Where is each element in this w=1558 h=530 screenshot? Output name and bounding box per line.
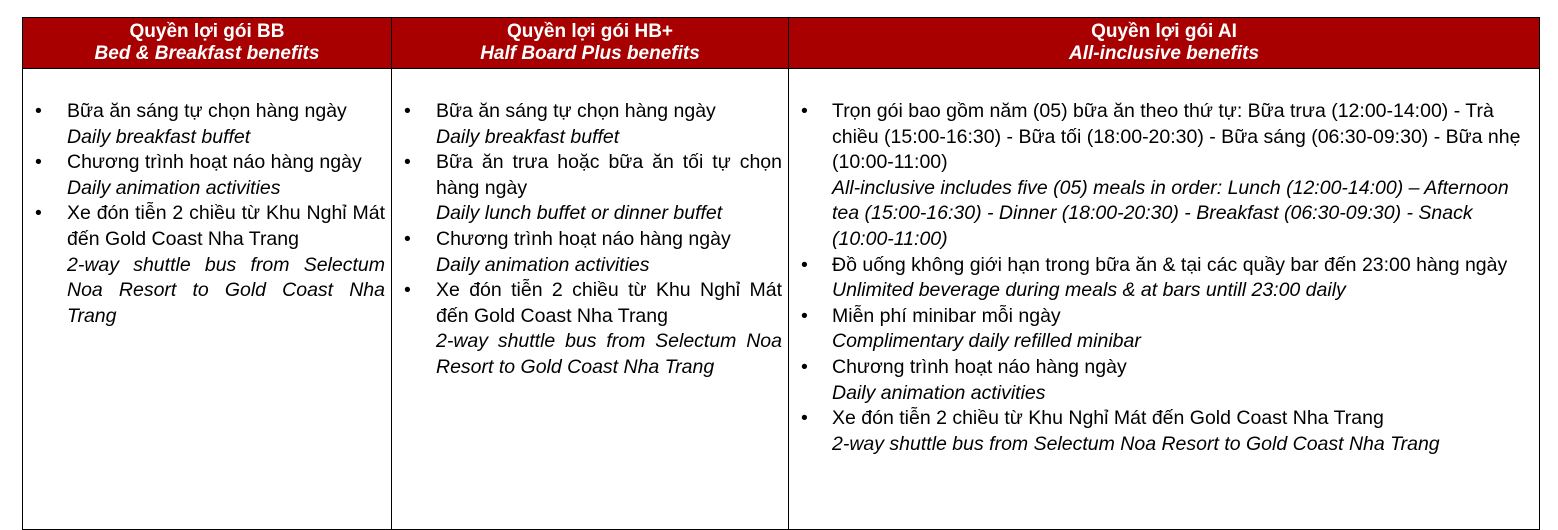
list-item bbox=[31, 201, 385, 329]
bb-benefits-cell bbox=[23, 69, 392, 530]
benefit-en: 2-way shuttle bus from Selectum Noa Resort to Gold Coast Nha Trang bbox=[436, 330, 782, 378]
list-item bbox=[797, 355, 1533, 406]
benefit-en: Daily breakfast buffet bbox=[436, 125, 620, 148]
header-ai-en: All-inclusive benefits bbox=[1068, 43, 1260, 64]
hb-benefits-list bbox=[400, 99, 782, 381]
benefit-vi: • Bữa ăn trưa hoặc bữa ăn tối tự chọn hàng ngày bbox=[436, 151, 782, 199]
list-item bbox=[400, 99, 782, 150]
list-item bbox=[797, 304, 1533, 355]
benefit-en: Daily animation activities bbox=[436, 253, 650, 276]
benefit-en: All-inclusive includes five (05) meals in order: Lunch (12:00-14:00) – Afternoon tea (15:00-16:30) - Dinner (18:00-20:30) - Breakfast (06:30-09:30) - Snack (10:00-11:00) bbox=[832, 176, 1509, 250]
benefit-en: Daily breakfast buffet bbox=[67, 125, 251, 148]
benefit-vi: • Đồ uống không giới hạn trong bữa ăn & tại các quầy bar đến 23:00 hàng ngày bbox=[832, 253, 1508, 276]
header-bb bbox=[23, 18, 392, 69]
benefit-vi: • Bữa ăn sáng tự chọn hàng ngày bbox=[67, 100, 347, 122]
benefit-en: Complimentary daily refilled minibar bbox=[832, 330, 1141, 353]
list-item bbox=[400, 278, 782, 380]
benefit-en: Unlimited beverage during meals & at bars untill 23:00 daily bbox=[832, 279, 1346, 302]
header-hb-vi: Quyền lợi gói HB+ bbox=[506, 21, 674, 42]
benefit-vi: • Chương trình hoạt náo hàng ngày bbox=[67, 151, 362, 174]
list-item bbox=[797, 253, 1533, 304]
benefits-table bbox=[22, 17, 1540, 530]
header-ai-vi: Quyền lợi gói AI bbox=[1091, 21, 1237, 42]
benefit-vi: • Chương trình hoạt náo hàng ngày bbox=[832, 355, 1127, 378]
benefit-en: Daily animation activities bbox=[832, 381, 1046, 404]
header-hb-en: Half Board Plus benefits bbox=[480, 43, 700, 64]
header-hb bbox=[392, 18, 789, 69]
list-item bbox=[400, 150, 782, 227]
benefit-vi: • Xe đón tiễn 2 chiều từ Khu Nghỉ Mát đến Gold Coast Nha Trang bbox=[436, 279, 782, 327]
benefit-en: 2-way shuttle bus from Selectum Noa Resort to Gold Coast Nha Trang bbox=[67, 253, 385, 327]
benefit-vi: • Bữa ăn sáng tự chọn hàng ngày bbox=[436, 100, 716, 122]
ai-benefits-list bbox=[797, 99, 1533, 457]
list-item bbox=[400, 227, 782, 278]
benefit-vi: • Trọn gói bao gồm năm (05) bữa ăn theo thứ tự: Bữa trưa (12:00-14:00) - Trà chiều (15:00-16:30) - Bữa tối (18:00-20:30) - Bữa sáng (06:30-09:30) - Bữa nhẹ (10:00-11:00) bbox=[832, 100, 1521, 174]
benefit-en: Daily lunch buffet or dinner buffet bbox=[436, 202, 723, 225]
list-item bbox=[31, 99, 385, 150]
benefit-vi: • Xe đón tiễn 2 chiều từ Khu Nghỉ Mát đến Gold Coast Nha Trang bbox=[832, 407, 1384, 430]
benefit-en: Daily animation activities bbox=[67, 176, 281, 199]
list-item bbox=[31, 150, 385, 201]
benefit-vi: • Chương trình hoạt náo hàng ngày bbox=[436, 227, 731, 250]
header-row bbox=[23, 18, 1540, 69]
header-bb-vi: Quyền lợi gói BB bbox=[129, 21, 285, 42]
benefit-en: 2-way shuttle bus from Selectum Noa Resort to Gold Coast Nha Trang bbox=[832, 432, 1440, 455]
benefit-vi: • Miễn phí minibar mỗi ngày bbox=[832, 304, 1061, 327]
benefit-vi: • Xe đón tiễn 2 chiều từ Khu Nghỉ Mát đến Gold Coast Nha Trang bbox=[67, 202, 385, 250]
hb-benefits-cell bbox=[392, 69, 789, 530]
header-ai bbox=[789, 18, 1540, 69]
list-item bbox=[797, 99, 1533, 253]
header-bb-en: Bed & Breakfast benefits bbox=[94, 43, 320, 64]
ai-benefits-cell bbox=[789, 69, 1540, 530]
bb-benefits-list bbox=[31, 99, 385, 329]
list-item bbox=[797, 406, 1533, 457]
benefits-row bbox=[23, 69, 1540, 530]
